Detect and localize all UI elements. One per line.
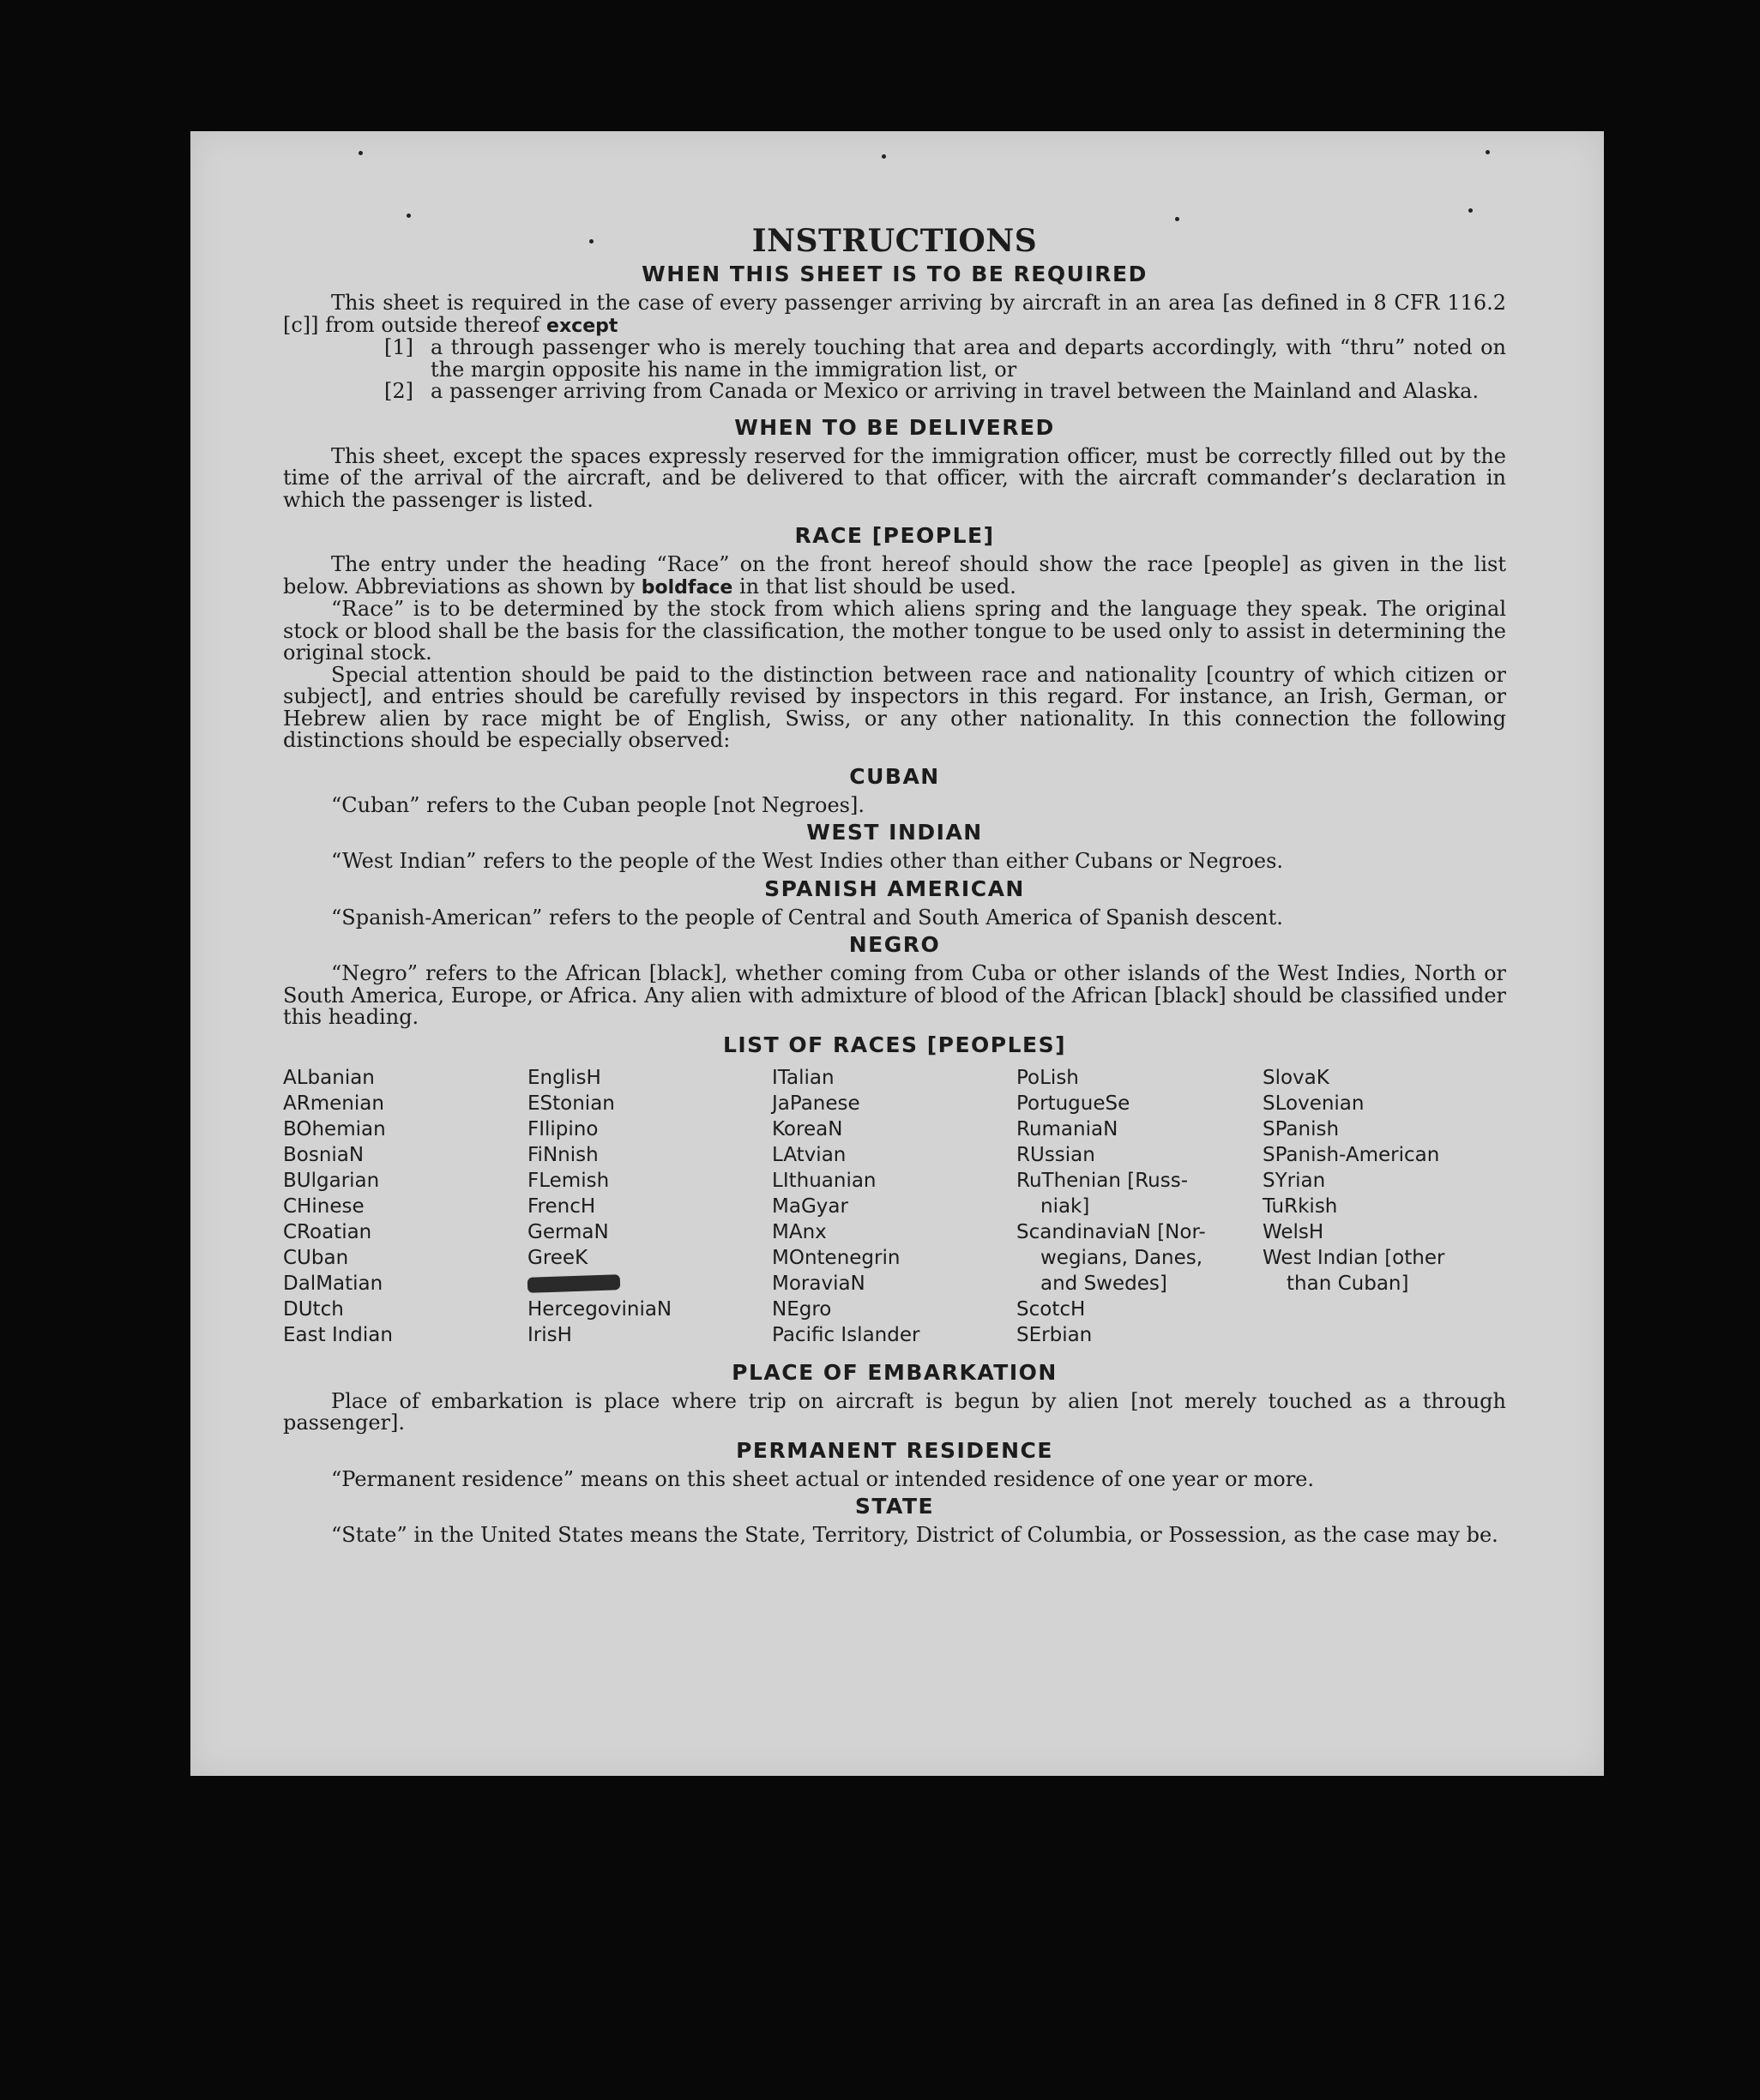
race-entry: DalMatian	[283, 1272, 383, 1295]
race-paragraph-3: Special attention should be paid to the distinction between race and nationality [country of which citizen or subject], and entries should be carefully revised by inspectors in this regard. For instance, an Irish, German, or Hebrew alien by race might be of English, Swiss, or any other nationality. In this connection the following distinctions should be especially observed:	[283, 662, 1506, 752]
heading-negro: NEGRO	[848, 932, 941, 957]
speck	[407, 214, 411, 218]
speck	[1468, 208, 1473, 213]
race-entry-continued: niak]	[1040, 1194, 1090, 1218]
races-column-3	[772, 1065, 1016, 1348]
race-entry: JaPanese	[772, 1092, 860, 1115]
race-entry: SLovenian	[1263, 1092, 1365, 1115]
required-item-num: [1]	[384, 335, 413, 359]
race-entry: IrisH	[527, 1323, 572, 1346]
race-entry: SPanish	[1263, 1117, 1340, 1140]
delivered-text: This sheet, except the spaces expressly reserved for the immigration officer, must be correctly filled out by the time of the arrival of the aircraft, and be delivered to that officer, with the aircraft commander’s declaration in which the passenger is listed.	[283, 443, 1506, 512]
race-entry: WelsH	[1263, 1220, 1324, 1243]
required-item	[384, 337, 1506, 381]
state-text: “State” in the United States means the State, Territory, District of Columbia, or Possession, as the case may be.	[331, 1523, 1498, 1547]
heading-race: RACE [PEOPLE]	[794, 523, 995, 548]
races-column-1	[283, 1065, 527, 1348]
race-entry: MaGyar	[772, 1194, 848, 1218]
race-entry: LAtvian	[772, 1143, 847, 1166]
race-entry: BUlgarian	[283, 1169, 380, 1192]
races-list	[283, 1065, 1506, 1348]
race-entry-continued: than Cuban]	[1287, 1272, 1409, 1295]
race-p1-text-a: The entry under the heading “Race” on the front hereof should show the race [people] as given in the list below. Abbreviations as shown by	[283, 552, 1506, 599]
heading-place-of-embarkation: PLACE OF EMBARKATION	[732, 1359, 1058, 1385]
race-entry: SlovaK	[1263, 1066, 1329, 1089]
race-entry: MoraviaN	[772, 1272, 865, 1295]
residence-text: “Permanent residence” means on this sheet actual or intended residence of one year or more.	[331, 1466, 1314, 1491]
race-entry: West Indian [other	[1263, 1246, 1445, 1269]
required-item	[384, 381, 1506, 403]
race-entry: ScandinaviaN [Nor-	[1016, 1220, 1206, 1243]
heading-spanish-american: SPANISH AMERICAN	[764, 876, 1025, 901]
race-entry-continued: and Swedes]	[1040, 1272, 1167, 1295]
redaction-smudge	[527, 1274, 621, 1293]
races-column-2	[527, 1065, 772, 1348]
race-entry: SPanish-American	[1263, 1143, 1440, 1166]
speck	[882, 154, 886, 159]
required-item-text: a passenger arriving from Canada or Mexico or arriving in travel between the Mainland and Alaska.	[431, 379, 1480, 403]
race-entry-redacted	[527, 1271, 772, 1297]
race-entry: ScotcH	[1016, 1297, 1086, 1321]
race-entry: ITalian	[772, 1066, 835, 1089]
heading-when-delivered: WHEN TO BE DELIVERED	[734, 414, 1055, 440]
race-entry: CUban	[283, 1246, 349, 1269]
race-entry: TuRkish	[1263, 1194, 1338, 1218]
heading-list-of-races: LIST OF RACES [PEOPLES]	[722, 1032, 1067, 1057]
cuban-text: “Cuban” refers to the Cuban people [not Negroes].	[331, 792, 865, 817]
race-entry: FrencH	[527, 1194, 596, 1218]
race-entry: PoLish	[1016, 1066, 1079, 1089]
race-entry: Pacific Islander	[772, 1323, 920, 1346]
required-intro-bold: except	[546, 315, 618, 337]
races-column-5	[1263, 1065, 1506, 1348]
race-entry: PortugueSe	[1016, 1092, 1130, 1115]
race-entry: SYrian	[1263, 1169, 1326, 1192]
heading-when-required: WHEN THIS SHEET IS TO BE REQUIRED	[642, 262, 1148, 286]
race-entry: MAnx	[772, 1220, 827, 1243]
race-entry: GreeK	[527, 1246, 588, 1269]
race-entry: HercegoviniaN	[527, 1297, 672, 1321]
race-entry: East Indian	[283, 1323, 393, 1346]
embarkation-text: Place of embarkation is place where trip on aircraft is begun by alien [not merely touched as a through passenger].	[283, 1388, 1506, 1435]
required-item-num: [2]	[384, 379, 413, 403]
race-entry: MOntenegrin	[772, 1246, 901, 1269]
race-entry: BosniaN	[283, 1143, 365, 1166]
speck	[359, 151, 363, 155]
race-entry: RuThenian [Russ-	[1016, 1169, 1189, 1192]
heading-west-indian: WEST INDIAN	[806, 820, 983, 845]
race-entry: ALbanian	[283, 1066, 375, 1089]
race-entry: ARmenian	[283, 1092, 384, 1115]
race-entry: BOhemian	[283, 1117, 386, 1140]
race-entry: CRoatian	[283, 1220, 372, 1243]
speck	[1486, 150, 1490, 154]
required-item-text: a through passenger who is merely touching that area and departs accordingly, with “thru” noted on the margin opposite his name in the immigration list, or	[431, 335, 1506, 382]
speck	[1175, 217, 1179, 221]
race-entry: EnglisH	[527, 1066, 601, 1089]
race-entry: EStonian	[527, 1092, 615, 1115]
heading-permanent-residence: PERMANENT RESIDENCE	[736, 1437, 1053, 1463]
page-title: INSTRUCTIONS	[751, 223, 1038, 259]
race-entry: RUssian	[1016, 1143, 1095, 1166]
required-intro	[283, 292, 1506, 337]
heading-cuban: CUBAN	[849, 763, 940, 789]
race-entry: FLemish	[527, 1169, 610, 1192]
races-column-4	[1016, 1065, 1263, 1348]
west-indian-text: “West Indian” refers to the people of the West Indies other than either Cubans or Negroes.	[331, 849, 1284, 873]
race-entry: LIthuanian	[772, 1169, 877, 1192]
heading-state: STATE	[854, 1494, 935, 1519]
race-p1-bold: boldface	[641, 576, 733, 599]
race-entry: FIlipino	[527, 1117, 599, 1140]
race-paragraph-1	[283, 554, 1506, 599]
race-entry: GermaN	[527, 1220, 609, 1243]
race-entry: SErbian	[1016, 1323, 1093, 1346]
spanish-american-text: “Spanish-American” refers to the people of Central and South America of Spanish descent.	[331, 905, 1283, 930]
race-entry: KoreaN	[772, 1117, 843, 1140]
race-entry: FiNnish	[527, 1143, 599, 1166]
race-entry: DUtch	[283, 1297, 344, 1321]
required-intro-text: This sheet is required in the case of every passenger arriving by aircraft in an area [as defined in 8 CFR 116.2 [c]] from outside thereof	[283, 291, 1506, 337]
race-entry-continued: wegians, Danes,	[1040, 1246, 1203, 1269]
race-entry: RumaniaN	[1016, 1117, 1118, 1140]
race-entry: NEgro	[772, 1297, 832, 1321]
race-p1-text-b: in that list should be used.	[738, 574, 1016, 599]
negro-text: “Negro” refers to the African [black], whether coming from Cuba or other islands of the West Indies, North or South America, Europe, or Africa. Any alien with admixture of blood of the African [black] should be classified under this heading.	[283, 961, 1506, 1029]
race-entry: CHinese	[283, 1194, 365, 1218]
instructions-content	[283, 224, 1506, 1547]
document-sheet	[190, 131, 1604, 1776]
race-paragraph-2: “Race” is to be determined by the stock from which aliens spring and the language they speak. The original stock or blood shall be the basis for the classification, the mother tongue to be used only to assist in determining the original stock.	[283, 597, 1506, 665]
